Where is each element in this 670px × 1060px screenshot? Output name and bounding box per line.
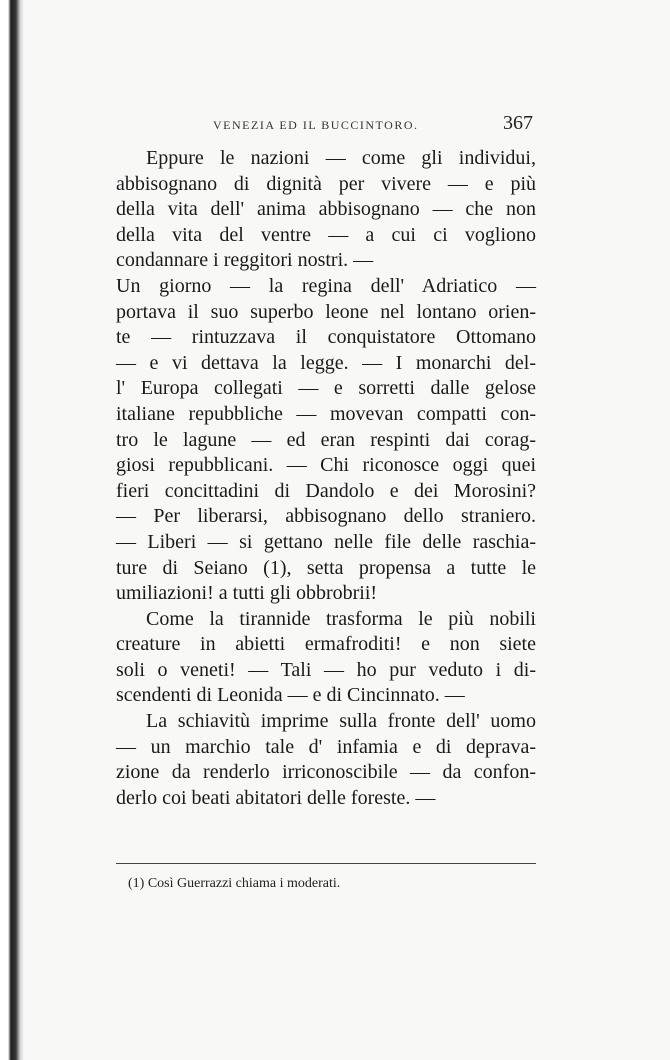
- text-line: ture di Seiano (1), setta propensa a tutte le: [116, 556, 536, 579]
- page-header: [213, 112, 533, 142]
- text-line: — Liberi — si gettano nelle file delle raschia-: [116, 530, 536, 553]
- running-title: VENEZIA ED IL BUCCINTORO.: [213, 118, 419, 132]
- paragraph-2: [116, 274, 536, 607]
- text-line: La schiavitù imprime sulla fronte dell' uomo: [146, 710, 536, 733]
- page-number: 367: [503, 112, 533, 134]
- text-line: — e vi dettava la legge. — I monarchi del-: [116, 351, 536, 374]
- text-line: tro le lagune — ed eran respinti dai corag-: [116, 428, 536, 451]
- paragraph-4: [116, 709, 536, 811]
- text-line: l' Europa collegati — e sorretti dalle gelose: [116, 377, 536, 400]
- text-line: fieri concittadini di Dandolo e dei Morosini?: [116, 479, 536, 502]
- text-line: creature in abietti ermafroditi! e non siete: [116, 633, 536, 656]
- text-line: Come la tirannide trasforma le più nobili: [146, 607, 536, 630]
- text-line: scendenti di Leonida — e di Cincinnato. —: [116, 684, 465, 707]
- text-line: abbisognano di dignità per vivere — e più: [116, 172, 536, 195]
- text-line: derlo coi beati abitatori delle foreste. —: [116, 786, 436, 809]
- text-line: condannare i reggitori nostri. —: [116, 249, 374, 272]
- text-line: te — rintuzzava il conquistatore Ottomano: [116, 326, 536, 349]
- text-line: Eppure le nazioni — come gli individui,: [146, 147, 536, 169]
- footnote: (1) Così Guerrazzi chiama i moderati.: [128, 876, 341, 891]
- text-line: Un giorno — la regina dell' Adriatico —: [116, 274, 536, 297]
- footnote-divider: [116, 863, 536, 864]
- text-line: zione da renderlo irriconoscibile — da confon-: [116, 761, 536, 784]
- paragraph-1: [116, 146, 536, 274]
- text-line: — un marchio tale d' infamia e di deprava-: [116, 735, 536, 758]
- text-line: soli o veneti! — Tali — ho pur veduto i di-: [116, 658, 536, 681]
- text-line: — Per liberarsi, abbisognano dello straniero.: [116, 505, 536, 528]
- body-text: [116, 146, 536, 811]
- text-line: italiane repubbliche — movevan compatti con-: [116, 402, 536, 425]
- text-line: della vita dell' anima abbisognano — che non: [116, 198, 536, 221]
- paragraph-3: [116, 607, 536, 709]
- page-binding-edge: [0, 0, 24, 1060]
- text-line: umiliazioni! a tutti gli obbrobrii!: [116, 582, 378, 605]
- text-line: giosi repubblicani. — Chi riconosce oggi quei: [116, 454, 536, 477]
- text-line: portava il suo superbo leone nel lontano orien-: [116, 300, 536, 323]
- text-line: della vita del ventre — a cui ci vogliono: [116, 223, 536, 246]
